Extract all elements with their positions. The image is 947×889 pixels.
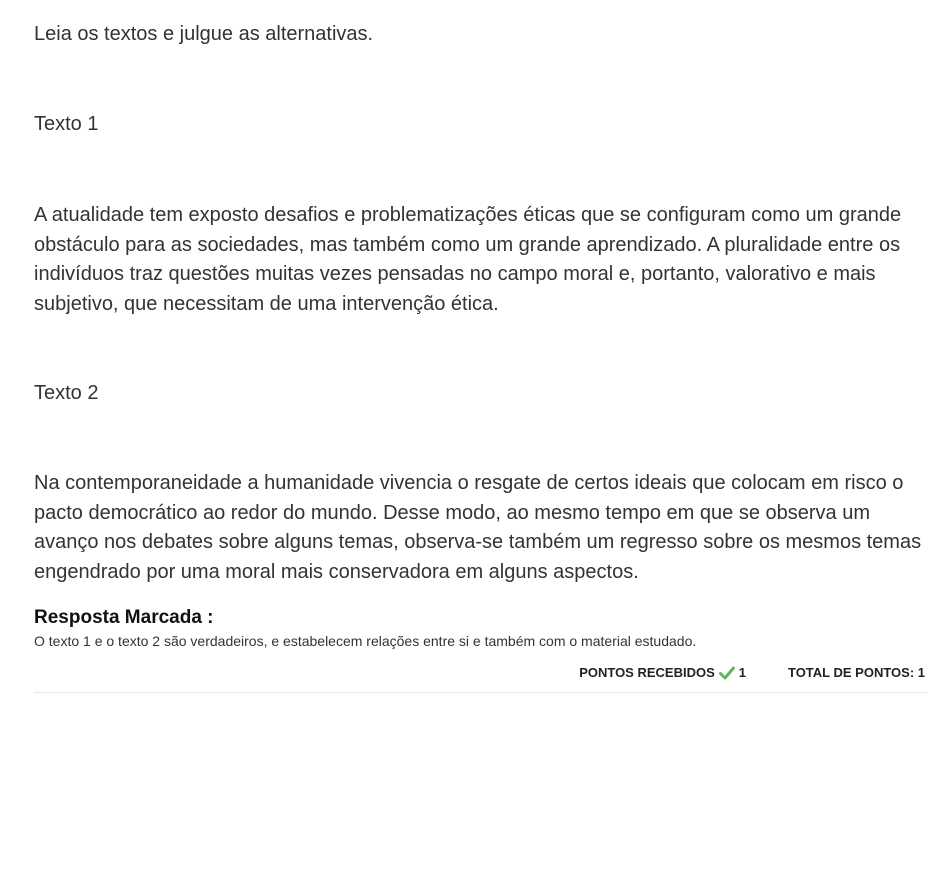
checkmark-icon — [719, 666, 735, 680]
text-2-content: Na contemporaneidade a humanidade vivencia o resgate de certos ideais que colocam em risco o pacto democrático ao redor do mundo. Desse modo, ao mesmo tempo em que se observa um avanço nos debates sobre alguns temas, observa-se também um regresso sobre os mesmos temas engendrado por uma moral mais conservadora em alguns aspectos. — [34, 472, 922, 583]
text-1-content: A atualidade tem exposto desafios e problematizações éticas que se configuram como um grande obstáculo para as sociedades, mas também como um grande aprendizado. A pluralidade entre os indivíduos traz questões muitas vezes pensadas no campo moral e, portanto, valorativo e mais subjetivo, que necessitam de uma intervenção ética. — [34, 204, 902, 315]
text-1-label: Texto 1 — [34, 113, 99, 135]
points-received-label: PONTOS RECEBIDOS — [579, 665, 715, 680]
marked-answer-text: O texto 1 e o texto 2 são verdadeiros, e estabelecem relações entre si e também com o material estudado. — [34, 633, 697, 649]
total-points: TOTAL DE PONTOS: 1 — [787, 665, 925, 680]
question-panel — [0, 20, 947, 889]
divider — [34, 692, 927, 693]
question-instruction: Leia os textos e julgue as alternativas. — [34, 23, 374, 45]
text-2-label: Texto 2 — [34, 382, 99, 404]
points-received-value: 1 — [738, 665, 746, 680]
score-row — [34, 665, 927, 680]
marked-answer-title: Resposta Marcada : — [34, 607, 214, 628]
points-received — [579, 665, 746, 680]
